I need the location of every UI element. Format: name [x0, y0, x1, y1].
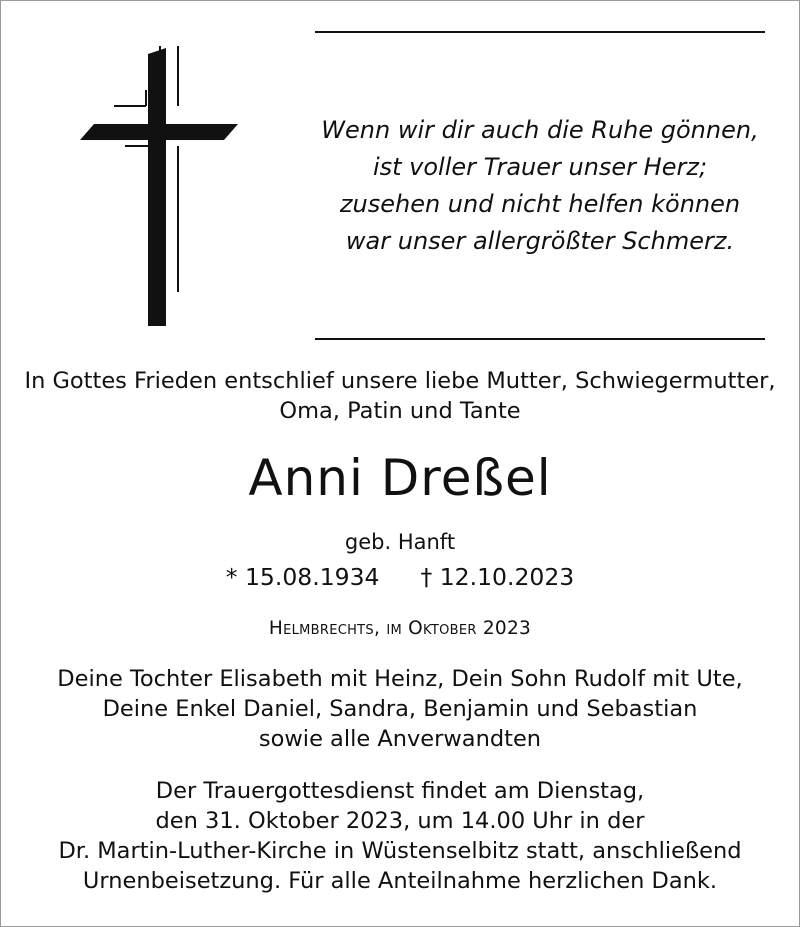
birth-name: geb. Hanft [344, 530, 456, 554]
birth-date: * 15.08.1934 [225, 563, 380, 591]
intro-line: In Gottes Frieden entschlief unsere liebe Mutter, Schwiegermutter, [24, 368, 776, 394]
mourners-list [0, 664, 800, 754]
place-date: Helmbrechts, im Oktober 2023 [268, 618, 532, 639]
service-line: Dr. Martin-Luther-Kirche in Wüstenselbitz statt, anschließend [58, 838, 742, 864]
bottom-rule [315, 338, 765, 340]
poem-line: war unser allergrößter Schmerz. [345, 227, 735, 255]
life-dates [0, 561, 800, 593]
poem-line: Wenn wir dir auch die Ruhe gönnen, [321, 116, 759, 144]
top-rule [315, 31, 765, 33]
mourners-line: Deine Enkel Daniel, Sandra, Benjamin und Sebastian [102, 696, 698, 722]
poem-line: zusehen und nicht helfen können [339, 190, 741, 218]
mourners-line: Deine Tochter Elisabeth mit Heinz, Dein Sohn Rudolf mit Ute, [57, 666, 743, 692]
poem-line: ist voller Trauer unser Herz; [372, 153, 708, 181]
poem [300, 112, 780, 260]
intro-text [0, 366, 800, 426]
mourners-line: sowie alle Anverwandten [258, 726, 542, 752]
service-info [0, 776, 800, 896]
cross-icon [78, 44, 240, 329]
service-line: Der Trauergottesdienst findet am Dienstag, [155, 778, 645, 804]
deceased-name: Anni Dreßel [248, 449, 552, 507]
intro-line: Oma, Patin und Tante [279, 398, 521, 424]
service-line: den 31. Oktober 2023, um 14.00 Uhr in der [155, 808, 645, 834]
death-date: † 12.10.2023 [420, 563, 575, 591]
service-line: Urnenbeisetzung. Für alle Anteilnahme herzlichen Dank. [82, 868, 718, 894]
